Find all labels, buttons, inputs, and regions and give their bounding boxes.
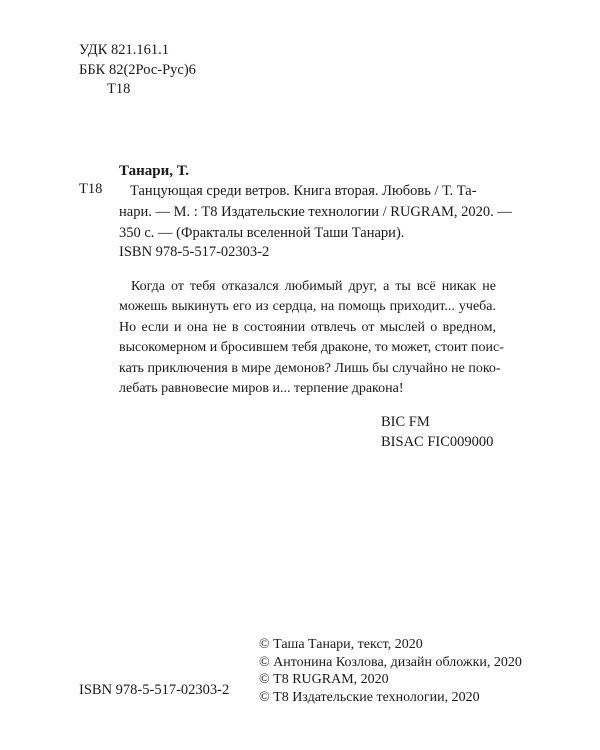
biblio-line: 350 с. — (Фракталы вселенной Таши Танари). bbox=[119, 225, 405, 241]
copyright-line: © Таша Танари, текст, 2020 bbox=[259, 637, 423, 652]
annotation-line: кать приключения в мире демонов? Лишь бы случайно не поко- bbox=[119, 360, 501, 376]
copyright-notices bbox=[259, 636, 522, 706]
bic-code: BIC FM bbox=[381, 414, 430, 430]
author-name: Танари, Т. bbox=[119, 163, 190, 179]
author-mark-top: Т18 bbox=[107, 81, 131, 97]
author-mark-side: Т18 bbox=[79, 181, 103, 197]
annotation bbox=[119, 277, 504, 399]
annotation-line: Но если и она не в состоянии отвлечь от мыслей о вредном, bbox=[119, 319, 496, 335]
isbn-catalog: ISBN 978-5-517-02303-2 bbox=[119, 244, 270, 260]
annotation-line: Когда от тебя отказался любимый друг, а ты всё никак не bbox=[131, 279, 496, 294]
annotation-line: можешь выкинуть его из сердца, на помощь приходит... учеба. bbox=[119, 299, 496, 315]
udk-code: УДК 821.161.1 bbox=[79, 42, 169, 58]
biblio-line: Танцующая среди ветров. Книга вторая. Любовь / Т. Та- bbox=[130, 183, 477, 199]
copyright-line: © Антонина Козлова, дизайн обложки, 2020 bbox=[259, 654, 522, 670]
copyright-line: © Т8 RUGRAM, 2020 bbox=[259, 672, 389, 687]
bbk-code: ББК 82(2Рос-Рус)6 bbox=[79, 62, 196, 78]
annotation-line: высокомерном и бросившем тебя драконе, то может, стоит поис- bbox=[119, 340, 504, 356]
bisac-code: BISAC FIC009000 bbox=[381, 434, 494, 450]
bibliographic-description bbox=[119, 181, 512, 244]
biblio-line: нари. — М. : Т8 Издательские технологии / RUGRAM, 2020. — bbox=[119, 204, 512, 220]
annotation-line: лебать равновесие миров и... терпение дракона! bbox=[119, 381, 404, 397]
copyright-line: © Т8 Издательские технологии, 2020 bbox=[259, 689, 480, 705]
isbn-footer: ISBN 978-5-517-02303-2 bbox=[79, 682, 230, 698]
